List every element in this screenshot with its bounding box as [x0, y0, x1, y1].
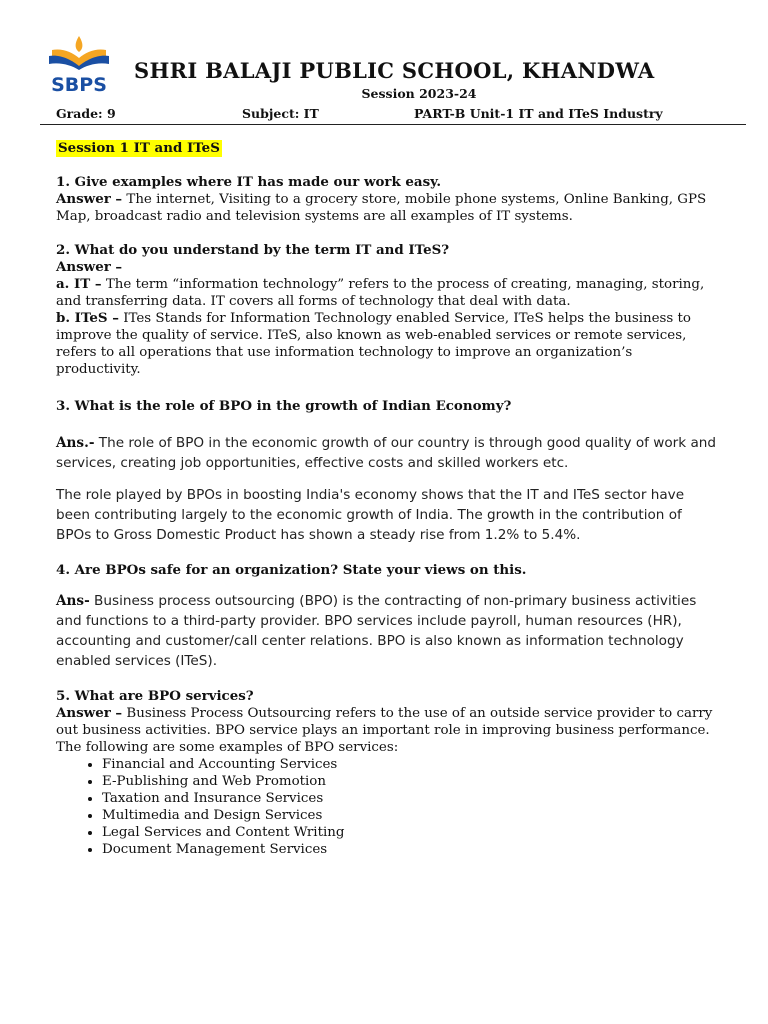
- question-2: [56, 242, 720, 259]
- answer-1: [56, 191, 720, 225]
- question-3: [56, 398, 720, 415]
- answer-4-text: Business process outsourcing (BPO) is the contracting of non-primary business activities and functions to a third-party provider. BPO services include payroll, human resources (HR), accounting and customer/call center relations. BPO is also known as information technology enabled services (ITeS).: [56, 593, 697, 669]
- list-item: • Financial and Accounting Services: [102, 756, 720, 773]
- list-item: • Legal Services and Content Writing: [102, 824, 720, 841]
- ans-label: Ans.-: [56, 435, 95, 451]
- session-year: Session 2023-24: [361, 86, 477, 101]
- answer-4: [56, 591, 720, 671]
- bpo-services-list: [56, 756, 720, 858]
- answer-2b: [56, 310, 720, 378]
- unit-label: PART-B Unit-1 IT and ITeS Industry: [414, 106, 663, 121]
- header-divider: [40, 124, 746, 125]
- answer-label: Answer –: [56, 705, 123, 721]
- logo-text: SBPS: [51, 74, 107, 96]
- answer-3-text: The role of BPO in the economic growth of our country is through good quality of work and services, creating job opportunities, effective costs and skilled workers etc.: [56, 435, 717, 471]
- question-3-text: 3. What is the role of BPO in the growth of Indian Economy?: [56, 398, 512, 414]
- question-4-text: 4. Are BPOs safe for an organization? State your views on this.: [56, 562, 527, 578]
- question-2-text: 2. What do you understand by the term IT and ITeS?: [56, 242, 450, 258]
- answer-5-text: Business Process Outsourcing refers to the use of an outside service provider to carry out business activities. BPO service plays an important role in improving business performance.: [56, 706, 713, 738]
- question-1-text: 1. Give examples where IT has made our work easy.: [56, 174, 442, 190]
- answer-label: Answer –: [56, 259, 123, 275]
- session-title: Session 1 IT and ITeS: [58, 140, 220, 156]
- answer-2a-text: The term “information technology” refers to the process of creating, managing, storing, and transferring data. IT covers all forms of technology that deal with data.: [56, 277, 705, 309]
- answer-2b-label: b. ITeS –: [56, 310, 119, 326]
- answer-5: [56, 705, 720, 739]
- question-1: [56, 174, 720, 191]
- grade-label: Grade: 9: [56, 106, 116, 121]
- bpo-list-intro: The following are some examples of BPO services:: [56, 740, 399, 755]
- answer-1-text: The internet, Visiting to a grocery store, mobile phone systems, Online Banking, GPS Map, broadcast radio and television systems are all examples of IT systems.: [56, 192, 707, 224]
- list-item: • Multimedia and Design Services: [102, 807, 720, 824]
- answer-2a: [56, 276, 720, 310]
- document-body: [56, 140, 720, 858]
- list-item: • Document Management Services: [102, 841, 720, 858]
- answer-2-label: [56, 259, 720, 276]
- question-5-text: 5. What are BPO services?: [56, 688, 254, 704]
- list-item: • E-Publishing and Web Promotion: [102, 773, 720, 790]
- answer-3: [56, 433, 720, 473]
- school-name: SHRI BALAJI PUBLIC SCHOOL, KHANDWA: [134, 58, 655, 83]
- list-item: • Taxation and Insurance Services: [102, 790, 720, 807]
- answer-label: Answer –: [56, 191, 123, 207]
- question-5: [56, 688, 720, 705]
- ans-label: Ans-: [56, 593, 90, 609]
- answer-3-paragraph-2: The role played by BPOs in boosting India's economy shows that the IT and ITeS sector have been contributing largely to the economic growth of India. The growth in the contribution of BPOs to Gross Domestic Product has shown a steady rise from 1.2% to 5.4%.: [56, 487, 685, 543]
- answer-2b-text: ITes Stands for Information Technology enabled Service, ITeS helps the business to improve the quality of service. ITeS, also known as web-enabled services or remote services, refers to all operations that use information technology to improve an organization’s productivity.: [56, 311, 691, 377]
- subject-label: Subject: IT: [242, 106, 319, 121]
- answer-2a-label: a. IT –: [56, 276, 102, 292]
- question-4: [56, 562, 720, 579]
